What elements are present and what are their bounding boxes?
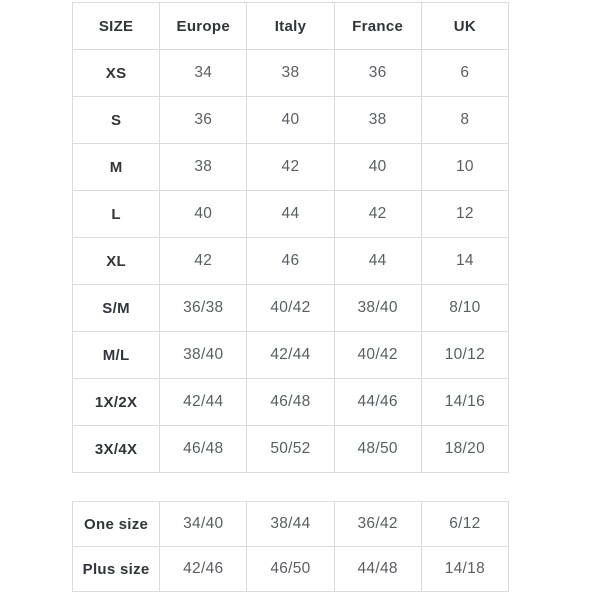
table-row-3x4x [73, 426, 509, 473]
value-cell: 44/46 [334, 379, 421, 426]
table-row-plus-size [73, 547, 509, 592]
value-cell: 42 [160, 238, 247, 285]
value-cell: 42/44 [247, 332, 334, 379]
value-cell: 6/12 [421, 502, 508, 547]
value-cell: 40/42 [334, 332, 421, 379]
size-label-cell: 3X/4X [73, 426, 160, 473]
value-cell: 14/16 [421, 379, 508, 426]
value-cell: 38 [160, 144, 247, 191]
value-cell: 34/40 [160, 502, 247, 547]
size-label-cell: M [73, 144, 160, 191]
header-europe: Europe [160, 3, 247, 50]
value-cell: 46/50 [247, 547, 334, 592]
size-label-cell: L [73, 191, 160, 238]
value-cell: 44 [247, 191, 334, 238]
value-cell: 46/48 [247, 379, 334, 426]
table-row-1x2x [73, 379, 509, 426]
header-italy: Italy [247, 3, 334, 50]
value-cell: 36 [334, 50, 421, 97]
table-row-l [73, 191, 509, 238]
value-cell: 36 [160, 97, 247, 144]
size-label-cell: M/L [73, 332, 160, 379]
value-cell: 36/42 [334, 502, 421, 547]
value-cell: 8 [421, 97, 508, 144]
header-france: France [334, 3, 421, 50]
header-size: SIZE [73, 3, 160, 50]
value-cell: 34 [160, 50, 247, 97]
value-cell: 38/44 [247, 502, 334, 547]
table-row-s [73, 97, 509, 144]
value-cell: 40 [247, 97, 334, 144]
value-cell: 12 [421, 191, 508, 238]
value-cell: 8/10 [421, 285, 508, 332]
value-cell: 40/42 [247, 285, 334, 332]
value-cell: 10 [421, 144, 508, 191]
value-cell: 40 [160, 191, 247, 238]
size-label-cell: One size [73, 502, 160, 547]
value-cell: 44/48 [334, 547, 421, 592]
value-cell: 40 [334, 144, 421, 191]
size-label-cell: S/M [73, 285, 160, 332]
value-cell: 10/12 [421, 332, 508, 379]
value-cell: 38/40 [160, 332, 247, 379]
value-cell: 18/20 [421, 426, 508, 473]
value-cell: 38 [334, 97, 421, 144]
value-cell: 42 [334, 191, 421, 238]
value-cell: 46/48 [160, 426, 247, 473]
size-label-cell: XS [73, 50, 160, 97]
value-cell: 42 [247, 144, 334, 191]
size-label-cell: 1X/2X [73, 379, 160, 426]
size-label-cell: Plus size [73, 547, 160, 592]
value-cell: 14 [421, 238, 508, 285]
table-row-sm [73, 285, 509, 332]
value-cell: 50/52 [247, 426, 334, 473]
special-sizes-table [72, 501, 509, 592]
table-row-xs [73, 50, 509, 97]
value-cell: 6 [421, 50, 508, 97]
size-conversion-table [72, 2, 509, 473]
size-label-cell: S [73, 97, 160, 144]
value-cell: 42/44 [160, 379, 247, 426]
table-row-ml [73, 332, 509, 379]
value-cell: 44 [334, 238, 421, 285]
table-row-xl [73, 238, 509, 285]
value-cell: 36/38 [160, 285, 247, 332]
value-cell: 46 [247, 238, 334, 285]
size-label-cell: XL [73, 238, 160, 285]
value-cell: 38 [247, 50, 334, 97]
value-cell: 48/50 [334, 426, 421, 473]
value-cell: 38/40 [334, 285, 421, 332]
table-row-m [73, 144, 509, 191]
header-row [73, 3, 509, 50]
value-cell: 42/46 [160, 547, 247, 592]
header-uk: UK [421, 3, 508, 50]
value-cell: 14/18 [421, 547, 508, 592]
table-row-one-size [73, 502, 509, 547]
